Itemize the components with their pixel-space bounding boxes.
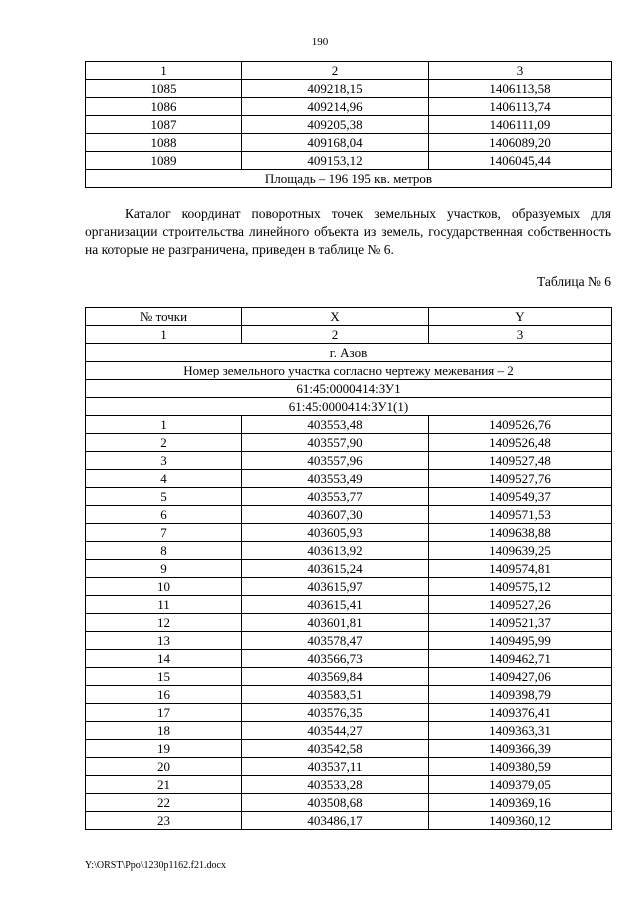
city-row [86, 344, 612, 362]
column-number-cell: 1 [86, 326, 242, 344]
y-coordinate-cell: 1409639,25 [429, 542, 612, 560]
point-number-cell: 7 [86, 524, 242, 542]
point-number-cell: 1087 [86, 116, 242, 134]
x-coordinate-cell: 403533,28 [242, 776, 429, 794]
area-row [86, 170, 612, 188]
x-coordinate-cell: 403601,81 [242, 614, 429, 632]
x-coordinate-cell: 403557,96 [242, 452, 429, 470]
column-number-cell: 2 [242, 326, 429, 344]
x-coordinate-cell: 403605,93 [242, 524, 429, 542]
y-coordinate-cell: 1409363,31 [429, 722, 612, 740]
point-number-cell: 1 [86, 416, 242, 434]
y-coordinate-cell: 1406089,20 [429, 134, 612, 152]
point-number-cell: 5 [86, 488, 242, 506]
plot-number-row [86, 362, 612, 380]
table-header-row [86, 308, 612, 326]
y-coordinate-cell: 1409526,76 [429, 416, 612, 434]
table-row [86, 488, 612, 506]
point-number-cell: 22 [86, 794, 242, 812]
table-row [86, 686, 612, 704]
y-coordinate-cell: 1406113,58 [429, 80, 612, 98]
y-coordinate-cell: 1409549,37 [429, 488, 612, 506]
table-row [86, 812, 612, 830]
x-coordinate-cell: 403544,27 [242, 722, 429, 740]
cadastral-cell: 61:45:0000414:ЗУ1 [86, 380, 612, 398]
table-row [86, 470, 612, 488]
plot-number-cell: Номер земельного участка согласно чертежу межевания – 2 [86, 362, 612, 380]
y-coordinate-cell: 1406045,44 [429, 152, 612, 170]
y-coordinate-cell: 1409462,71 [429, 650, 612, 668]
header-x: X [242, 308, 429, 326]
column-number-cell: 1 [86, 62, 242, 80]
x-coordinate-cell: 403615,97 [242, 578, 429, 596]
table-row [86, 704, 612, 722]
x-coordinate-cell: 403542,58 [242, 740, 429, 758]
y-coordinate-cell: 1409366,39 [429, 740, 612, 758]
y-coordinate-cell: 1409521,37 [429, 614, 612, 632]
table-row [86, 650, 612, 668]
point-number-cell: 20 [86, 758, 242, 776]
catalog-paragraph: Каталог координат поворотных точек земельных участков, образуемых для организации строительства линейного объекта из земель, государственная собственность на которые не разграничена, приведен в таблице № 6. [85, 206, 611, 257]
x-coordinate-cell: 403613,92 [242, 542, 429, 560]
table-row [86, 506, 612, 524]
column-number-cell: 3 [429, 62, 612, 80]
x-coordinate-cell: 403569,84 [242, 668, 429, 686]
table-row [86, 596, 612, 614]
point-number-cell: 9 [86, 560, 242, 578]
point-number-cell: 6 [86, 506, 242, 524]
column-number-cell: 2 [242, 62, 429, 80]
point-number-cell: 21 [86, 776, 242, 794]
page-number: 190 [311, 36, 329, 48]
y-coordinate-cell: 1409379,05 [429, 776, 612, 794]
table-row [86, 116, 612, 134]
y-coordinate-cell: 1409571,53 [429, 506, 612, 524]
column-number-cell: 3 [429, 326, 612, 344]
point-number-cell: 13 [86, 632, 242, 650]
y-coordinate-cell: 1406113,74 [429, 98, 612, 116]
point-number-cell: 17 [86, 704, 242, 722]
point-number-cell: 1088 [86, 134, 242, 152]
x-coordinate-cell: 409205,38 [242, 116, 429, 134]
table-row [86, 632, 612, 650]
table-row [86, 578, 612, 596]
point-number-cell: 2 [86, 434, 242, 452]
y-coordinate-cell: 1409427,06 [429, 668, 612, 686]
point-number-cell: 15 [86, 668, 242, 686]
point-number-cell: 19 [86, 740, 242, 758]
x-coordinate-cell: 409153,12 [242, 152, 429, 170]
point-number-cell: 4 [86, 470, 242, 488]
y-coordinate-cell: 1409380,59 [429, 758, 612, 776]
x-coordinate-cell: 409168,04 [242, 134, 429, 152]
table-row [86, 722, 612, 740]
x-coordinate-cell: 403576,35 [242, 704, 429, 722]
cadastral-part-row [86, 398, 612, 416]
y-coordinate-cell: 1409527,48 [429, 452, 612, 470]
y-coordinate-cell: 1409376,41 [429, 704, 612, 722]
point-number-cell: 12 [86, 614, 242, 632]
point-number-cell: 16 [86, 686, 242, 704]
y-coordinate-cell: 1409527,26 [429, 596, 612, 614]
table-row [86, 416, 612, 434]
x-coordinate-cell: 403583,51 [242, 686, 429, 704]
x-coordinate-cell: 403566,73 [242, 650, 429, 668]
column-number-row [86, 62, 612, 80]
table-row [86, 758, 612, 776]
point-number-cell: 10 [86, 578, 242, 596]
x-coordinate-cell: 403553,77 [242, 488, 429, 506]
y-coordinate-cell: 1406111,09 [429, 116, 612, 134]
footer-file-path: Y:\ORST\Ppo\1230p1162.f21.docx [85, 860, 226, 871]
cadastral-row [86, 380, 612, 398]
coordinates-table-6 [85, 307, 612, 830]
table-row [86, 560, 612, 578]
header-point-number: № точки [86, 308, 242, 326]
table-row [86, 152, 612, 170]
y-coordinate-cell: 1409574,81 [429, 560, 612, 578]
y-coordinate-cell: 1409369,16 [429, 794, 612, 812]
coordinates-table-continued [85, 61, 612, 188]
x-coordinate-cell: 403578,47 [242, 632, 429, 650]
y-coordinate-cell: 1409398,79 [429, 686, 612, 704]
x-coordinate-cell: 409218,15 [242, 80, 429, 98]
table-row [86, 80, 612, 98]
y-coordinate-cell: 1409527,76 [429, 470, 612, 488]
x-coordinate-cell: 403615,24 [242, 560, 429, 578]
table-row [86, 542, 612, 560]
point-number-cell: 1085 [86, 80, 242, 98]
table-row [86, 434, 612, 452]
column-number-row [86, 326, 612, 344]
point-number-cell: 1089 [86, 152, 242, 170]
x-coordinate-cell: 403537,11 [242, 758, 429, 776]
table-row [86, 614, 612, 632]
table-row [86, 668, 612, 686]
table-caption: Таблица № 6 [537, 274, 611, 289]
table-row [86, 524, 612, 542]
x-coordinate-cell: 403486,17 [242, 812, 429, 830]
y-coordinate-cell: 1409575,12 [429, 578, 612, 596]
point-number-cell: 3 [86, 452, 242, 470]
point-number-cell: 8 [86, 542, 242, 560]
y-coordinate-cell: 1409495,99 [429, 632, 612, 650]
cadastral-part-cell: 61:45:0000414:ЗУ1(1) [86, 398, 612, 416]
table-row [86, 776, 612, 794]
x-coordinate-cell: 403557,90 [242, 434, 429, 452]
x-coordinate-cell: 403553,49 [242, 470, 429, 488]
y-coordinate-cell: 1409638,88 [429, 524, 612, 542]
table-row [86, 452, 612, 470]
y-coordinate-cell: 1409360,12 [429, 812, 612, 830]
point-number-cell: 23 [86, 812, 242, 830]
x-coordinate-cell: 403553,48 [242, 416, 429, 434]
table-row [86, 794, 612, 812]
x-coordinate-cell: 403615,41 [242, 596, 429, 614]
point-number-cell: 1086 [86, 98, 242, 116]
x-coordinate-cell: 409214,96 [242, 98, 429, 116]
area-cell: Площадь – 196 195 кв. метров [86, 170, 612, 188]
table-row [86, 134, 612, 152]
table-row [86, 740, 612, 758]
point-number-cell: 18 [86, 722, 242, 740]
point-number-cell: 14 [86, 650, 242, 668]
point-number-cell: 11 [86, 596, 242, 614]
y-coordinate-cell: 1409526,48 [429, 434, 612, 452]
x-coordinate-cell: 403607,30 [242, 506, 429, 524]
city-cell: г. Азов [86, 344, 612, 362]
header-y: Y [429, 308, 612, 326]
x-coordinate-cell: 403508,68 [242, 794, 429, 812]
table-row [86, 98, 612, 116]
